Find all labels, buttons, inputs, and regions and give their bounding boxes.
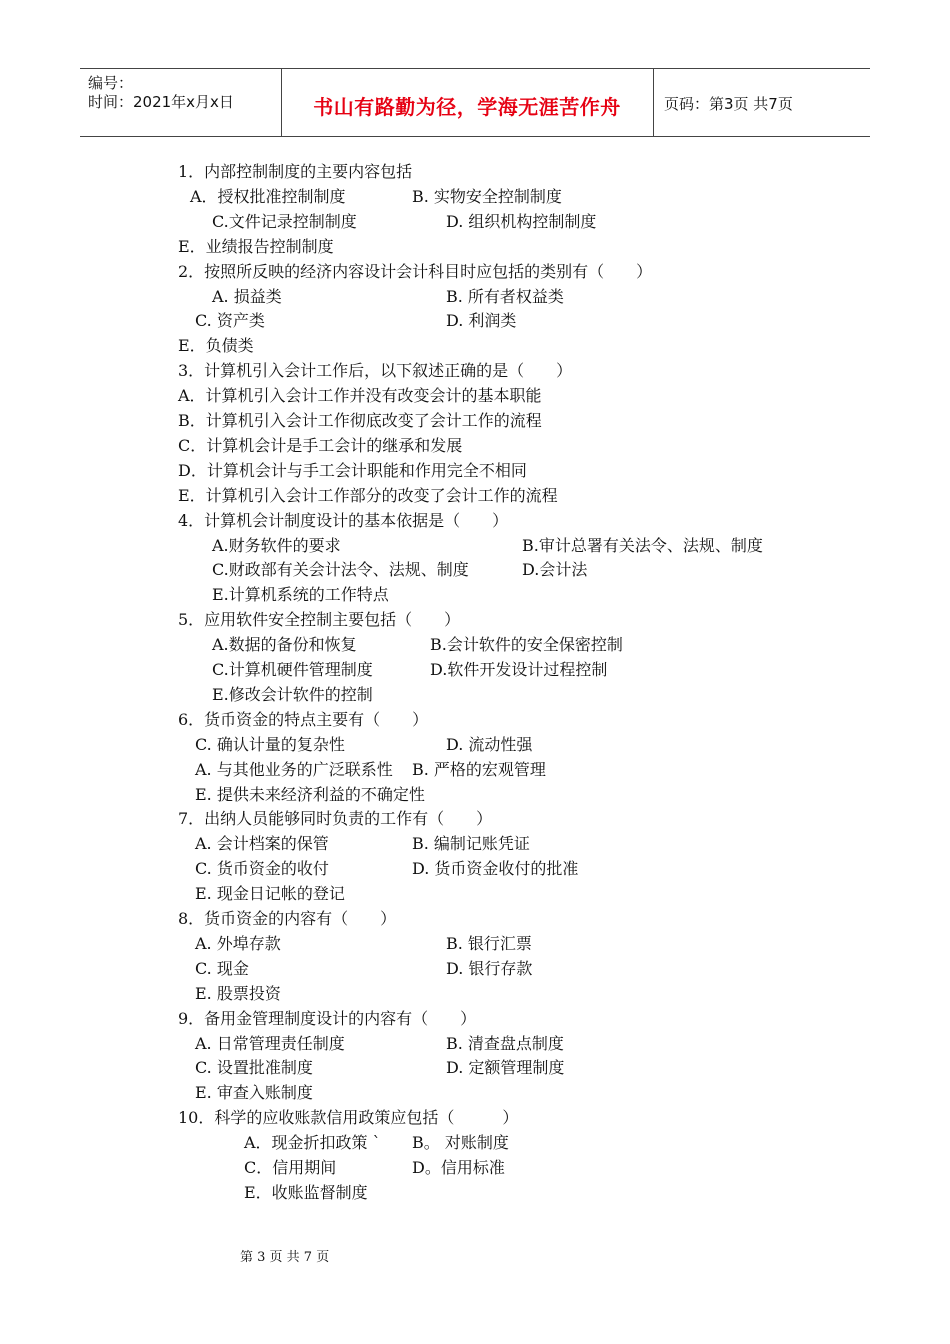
answer-option: D. 流动性强: [446, 735, 533, 754]
answer-option: B. 所有者权益类: [446, 287, 564, 306]
page-info: 页码：第3页 共7页: [664, 95, 793, 113]
question-stem: 2．按照所反映的经济内容设计会计科目时应包括的类别有（ ）: [178, 262, 653, 281]
answer-option: A. 外埠存款: [195, 934, 281, 953]
answer-option: B.审计总署有关法令、法规、制度: [522, 536, 763, 555]
question-stem: 10．科学的应收账款信用政策应包括（ ）: [178, 1108, 519, 1127]
answer-option: E．业绩报告控制制度: [178, 237, 334, 256]
answer-option: E．计算机引入会计工作部分的改变了会计工作的流程: [178, 486, 558, 505]
answer-option: E．负债类: [178, 336, 254, 355]
answer-option: C. 货币资金的收付: [195, 859, 329, 878]
answer-option: A．现金折扣政策 `: [244, 1133, 381, 1152]
question-stem: 3．计算机引入会计工作后，以下叙述正确的是（ ）: [178, 361, 573, 380]
answer-option: A.财务软件的要求: [212, 536, 341, 555]
answer-option: A．计算机引入会计工作并没有改变会计的基本职能: [178, 386, 542, 405]
answer-option: D．计算机会计与手工会计职能和作用完全不相同: [178, 461, 527, 480]
answer-option: C.文件记录控制制度: [212, 212, 357, 231]
answer-option: C．信用期间: [244, 1158, 337, 1177]
answer-option: C. 资产类: [195, 311, 265, 330]
answer-option: B. 清查盘点制度: [446, 1034, 564, 1053]
answer-option: C. 设置批准制度: [195, 1058, 313, 1077]
answer-option: A. 日常管理责任制度: [195, 1034, 345, 1053]
answer-option: B。 对账制度: [412, 1133, 509, 1152]
answer-option: D. 货币资金收付的批准: [412, 859, 579, 878]
answer-option: A．授权批准控制制度: [190, 187, 346, 206]
answer-option: E. 提供未来经济利益的不确定性: [195, 785, 425, 804]
answer-option: E. 现金日记帐的登记: [195, 884, 345, 903]
answer-option: D.会计法: [522, 560, 588, 579]
answer-option: E.修改会计软件的控制: [212, 685, 373, 704]
answer-option: C. 现金: [195, 959, 249, 978]
question-stem: 5．应用软件安全控制主要包括（ ）: [178, 610, 461, 629]
answer-option: D.软件开发设计过程控制: [430, 660, 608, 679]
question-stem: 6．货币资金的特点主要有（ ）: [178, 710, 429, 729]
date-label: 时间：2021年x月x日: [88, 93, 234, 111]
answer-option: C.财政部有关会计法令、法规、制度: [212, 560, 469, 579]
answer-option: E．收账监督制度: [244, 1183, 368, 1202]
question-stem: 7．出纳人员能够同时负责的工作有（ ）: [178, 809, 493, 828]
question-stem: 9．备用金管理制度设计的内容有（ ）: [178, 1009, 477, 1028]
answer-option: B. 严格的宏观管理: [412, 760, 546, 779]
answer-option: A. 会计档案的保管: [195, 834, 329, 853]
answer-option: D. 组织机构控制制度: [446, 212, 597, 231]
answer-option: C．计算机会计是手工会计的继承和发展: [178, 436, 463, 455]
answer-option: D. 银行存款: [446, 959, 533, 978]
answer-option: C.计算机硬件管理制度: [212, 660, 373, 679]
answer-option: D. 定额管理制度: [446, 1058, 565, 1077]
code-label: 编号：: [88, 74, 134, 92]
question-stem: 1．内部控制制度的主要内容包括: [178, 162, 413, 181]
answer-option: B. 实物安全控制制度: [412, 187, 562, 206]
answer-option: A. 与其他业务的广泛联系性: [195, 760, 393, 779]
answer-option: A.数据的备份和恢复: [212, 635, 357, 654]
answer-option: E.计算机系统的工作特点: [212, 585, 389, 604]
answer-option: E. 审查入账制度: [195, 1083, 313, 1102]
answer-option: B. 编制记账凭证: [412, 834, 530, 853]
answer-option: D。信用标准: [412, 1158, 505, 1177]
answer-option: B.会计软件的安全保密控制: [430, 635, 623, 654]
answer-option: A. 损益类: [212, 287, 282, 306]
answer-option: B．计算机引入会计工作彻底改变了会计工作的流程: [178, 411, 542, 430]
question-stem: 4．计算机会计制度设计的基本依据是（ ）: [178, 511, 509, 530]
page-footer: 第 3 页 共 7 页: [240, 1250, 330, 1265]
answer-option: B. 银行汇票: [446, 934, 532, 953]
answer-option: C. 确认计量的复杂性: [195, 735, 345, 754]
answer-option: D. 利润类: [446, 311, 517, 330]
answer-option: E. 股票投资: [195, 984, 281, 1003]
question-stem: 8．货币资金的内容有（ ）: [178, 909, 397, 928]
motto-text: 书山有路勤为径，学海无涯苦作舟: [313, 95, 621, 119]
